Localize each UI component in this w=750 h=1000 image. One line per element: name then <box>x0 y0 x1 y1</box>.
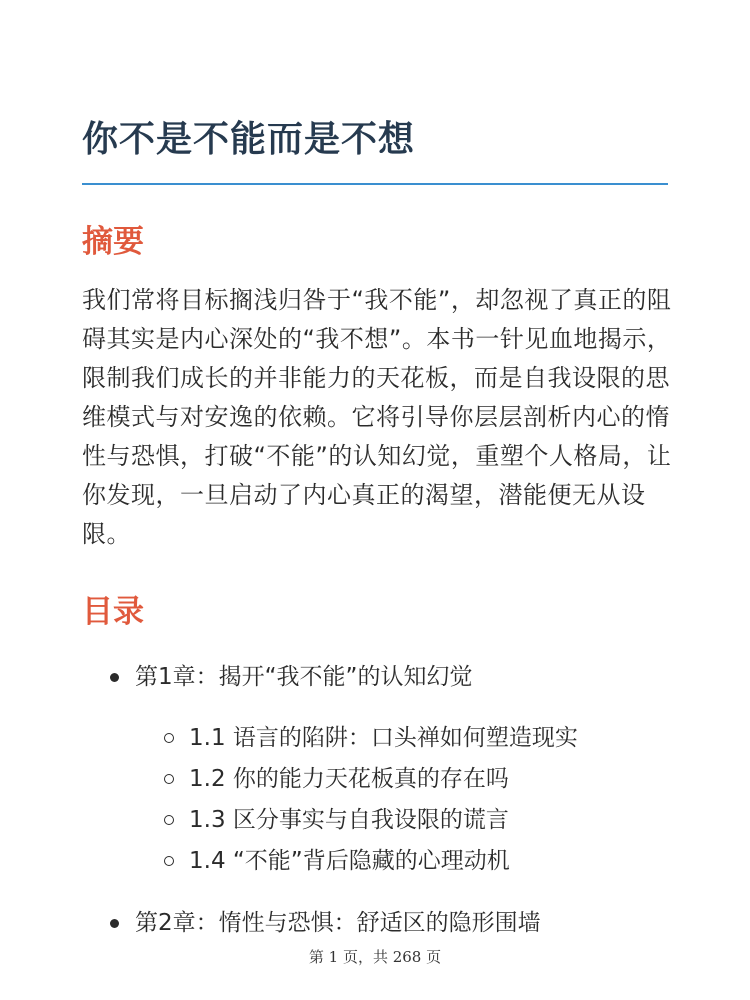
toc-section-item[interactable] <box>82 759 672 800</box>
section-title: 1.3 区分事实与自我设限的谎言 <box>189 807 509 833</box>
abstract-text: 我们常将目标搁浅归咎于“我不能”，却忽视了真正的阻碍其实是内心深处的“我不想”。本书一针见血地揭示，限制我们成长的并非能力的天花板，而是自我设限的思维模式与对安逸的依赖。它将引导你层层剖析内心的惰性与恐惧，打破“不能”的认知幻觉，重塑个人格局，让你发现，一旦启动了内心真正的渴望，潜能便无从设限。 <box>82 286 672 548</box>
bullet-circle-icon <box>164 774 174 784</box>
toc-section-item[interactable] <box>82 800 672 841</box>
toc-chapter <box>82 901 672 945</box>
book-title: 你不是不能而是不想 <box>82 119 416 160</box>
toc-section-list <box>82 718 672 882</box>
section-title: 1.1 语言的陷阱：口头禅如何塑造现实 <box>189 725 578 751</box>
page-number-footer: 第 1 页，共 268 页 <box>308 948 442 966</box>
bullet-circle-icon <box>164 815 174 825</box>
chapter-title: 第2章：惰性与恐惧：舒适区的隐形围墙 <box>135 910 541 936</box>
bullet-circle-icon <box>164 733 174 743</box>
section-title: 1.2 你的能力天花板真的存在吗 <box>189 766 509 792</box>
toc-section-item[interactable] <box>82 841 672 882</box>
toc-chapter <box>82 655 672 882</box>
section-title: 1.4 “不能”背后隐藏的心理动机 <box>189 848 510 874</box>
toc-chapter-row[interactable] <box>82 655 672 699</box>
bullet-circle-icon <box>164 856 174 866</box>
toc-heading: 目录 <box>82 594 144 630</box>
chapter-title: 第1章：揭开“我不能”的认知幻觉 <box>135 664 473 690</box>
document-page <box>82 0 672 1000</box>
table-of-contents <box>82 655 672 945</box>
toc-chapter-row[interactable] <box>82 901 672 945</box>
toc-section-item[interactable] <box>82 718 672 759</box>
abstract-heading: 摘要 <box>82 224 144 260</box>
bullet-dot-icon <box>110 919 119 928</box>
bullet-dot-icon <box>110 673 119 682</box>
title-divider <box>82 183 668 185</box>
